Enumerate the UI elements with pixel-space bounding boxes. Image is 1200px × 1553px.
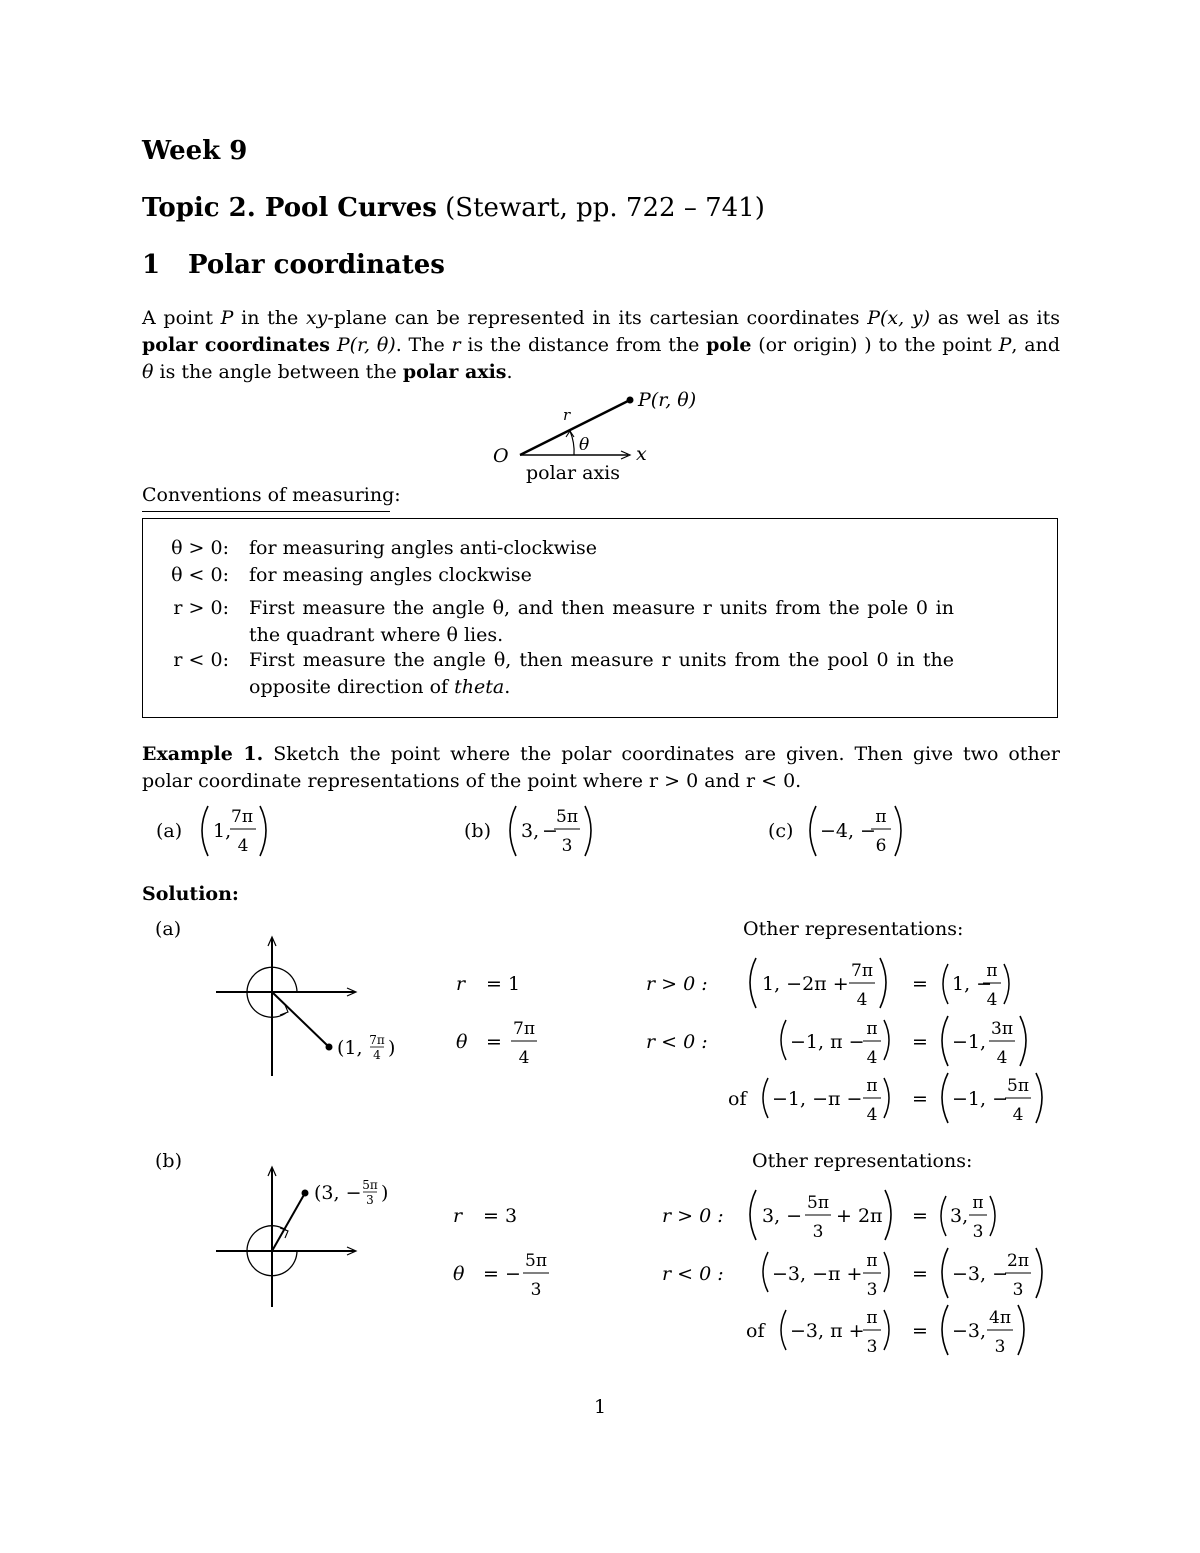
example-statement: Example 1. Sketch the point where the polar coordinates are given. Then give two other polar coordinate representations of the point where r > 0 and r < 0. [142,743,1061,792]
svg-text:3: 3 [530,1280,542,1300]
svg-text:π: π [866,1308,878,1328]
svg-text:7π: 7π [231,807,253,827]
svg-text:3: 3 [366,1193,374,1207]
point-dot [627,397,634,404]
svg-text:): ) [388,1037,396,1059]
svg-text:−1,: −1, [952,1031,987,1053]
svg-text:π: π [986,961,998,981]
week-heading: Week 9 [142,136,248,166]
svg-text:3π: 3π [991,1019,1013,1039]
example-item-c [768,806,901,856]
convention-description: First measure the angle θ, then measure r units from the pool 0 in the opposite direction of theta. [249,649,954,698]
example-item-a [156,806,266,856]
convention-description: for measing angles clockwise [249,564,532,586]
svg-text:=: = [486,1031,502,1053]
svg-text:π: π [866,1019,878,1039]
svg-text:= 1: = 1 [486,973,521,995]
svg-text:of: of [746,1320,765,1342]
svg-text:1,: 1, [213,820,232,842]
svg-text:5π: 5π [525,1251,547,1271]
svg-text:θ: θ [456,1031,468,1053]
svg-text:r > 0 :: r > 0 : [662,1205,724,1227]
svg-text:3: 3 [1012,1280,1024,1300]
solution-a-other-title: Other representations: [743,918,964,940]
convention-condition: r < 0: [173,649,229,671]
example-items [150,798,910,864]
svg-text:r: r [453,1205,463,1227]
svg-text:−: − [860,820,876,842]
svg-text:π: π [875,807,887,827]
svg-text:4: 4 [996,1048,1008,1068]
solution-a-sketch [210,935,410,1080]
svg-text:7π: 7π [851,961,873,981]
conventions-title: Conventions of measuring: [142,484,401,506]
solution-a-label: (a) [155,918,182,940]
svg-text:7π: 7π [369,1033,385,1047]
intro-paragraph: A point P in the xy-plane can be represented in its cartesian coordinates P(x, y) as wel as its polar coordinates P(r, θ). The r is the distance from the pole (or origin) ) to the point P, and θ is the angle between the polar axis. [142,307,1060,383]
convention-description: for measuring angles anti-clockwise [249,537,597,559]
radius-line [520,400,630,455]
example-item-b [464,806,591,856]
radius-line [272,992,329,1047]
svg-text:(b): (b) [464,820,491,842]
svg-text:= 3: = 3 [483,1205,518,1227]
svg-text:=: = [912,1263,928,1285]
svg-text:3,: 3, [950,1205,969,1227]
svg-text:(c): (c) [768,820,794,842]
svg-text:r < 0 :: r < 0 : [646,1031,708,1053]
svg-text:5π: 5π [807,1193,829,1213]
svg-text:1, −: 1, − [952,973,993,995]
solution-b-other-title: Other representations: [752,1150,973,1172]
svg-text:4: 4 [866,1105,878,1125]
svg-text:4: 4 [237,836,249,856]
point-label: (3, − [314,1182,362,1204]
example-label: Example 1. [142,743,264,765]
solution-b-sketch [210,1165,410,1310]
svg-text:= −: = − [483,1263,521,1285]
section-number: 1 [142,250,161,280]
svg-text:5π: 5π [1007,1076,1029,1096]
svg-text:π: π [866,1251,878,1271]
svg-text:−1, π −: −1, π − [790,1031,865,1053]
svg-text:3: 3 [972,1222,984,1242]
svg-text:4: 4 [856,990,868,1010]
origin-label: O [493,445,509,467]
svg-text:(a): (a) [156,820,183,842]
svg-text:π: π [866,1076,878,1096]
svg-text:3: 3 [561,836,573,856]
svg-text:−1, −π −: −1, −π − [772,1088,863,1110]
svg-text:1, −2π +: 1, −2π + [762,973,849,995]
svg-text:=: = [912,1320,928,1342]
svg-text:=: = [912,1088,928,1110]
svg-text:): ) [381,1182,389,1204]
svg-text:=: = [912,973,928,995]
svg-text:4π: 4π [989,1308,1011,1328]
solution-a-representations [640,950,1060,1130]
solution-b-label: (b) [155,1150,182,1172]
svg-text:of: of [728,1088,747,1110]
svg-text:π: π [972,1193,984,1213]
topic-title: Topic 2. Pool Curves [142,193,437,223]
conventions-underline [142,511,390,512]
solution-a-values [450,950,550,1080]
svg-text:−1, −: −1, − [952,1088,1009,1110]
svg-text:−4,: −4, [820,820,855,842]
polar-axis-label: polar axis [526,462,620,484]
radius-line [272,1193,305,1251]
svg-text:−3, −π +: −3, −π + [772,1263,863,1285]
svg-text:−3, −: −3, − [952,1263,1009,1285]
svg-text:3: 3 [866,1337,878,1357]
svg-text:6: 6 [875,836,887,856]
section-heading [142,250,445,280]
point-label: P(r, θ) [638,389,697,411]
topic-heading [142,193,765,223]
svg-text:=: = [912,1205,928,1227]
r-label: r [563,406,571,424]
convention-condition: θ < 0: [171,564,229,586]
theta-label: θ [579,435,590,455]
svg-text:=: = [912,1031,928,1053]
svg-text:−: − [542,820,558,842]
svg-text:r > 0 :: r > 0 : [646,973,708,995]
svg-text:5π: 5π [556,807,578,827]
svg-text:2π: 2π [1007,1251,1029,1271]
svg-text:θ: θ [453,1263,465,1285]
polar-figure [480,385,720,485]
solution-title: Solution: [142,883,239,905]
solution-b-representations [640,1182,1060,1362]
svg-text:4: 4 [373,1048,381,1062]
point-dot [326,1044,333,1051]
svg-text:3: 3 [866,1280,878,1300]
x-label: x [636,443,647,465]
svg-text:r < 0 :: r < 0 : [662,1263,724,1285]
conventions-box [142,518,1058,718]
svg-text:3,: 3, [521,820,540,842]
point-dot [302,1190,309,1197]
svg-text:−3, π +: −3, π + [790,1320,865,1342]
svg-text:3: 3 [994,1337,1006,1357]
svg-text:4: 4 [986,990,998,1010]
point-label: (1, [337,1037,363,1059]
solution-b-values [450,1182,560,1312]
svg-text:3: 3 [812,1222,824,1242]
svg-text:4: 4 [518,1048,530,1068]
svg-text:4: 4 [866,1048,878,1068]
convention-condition: r > 0: [173,597,229,619]
convention-condition: θ > 0: [171,537,229,559]
svg-text:−3,: −3, [952,1320,987,1342]
svg-text:7π: 7π [513,1019,535,1039]
section-title: Polar coordinates [188,250,445,280]
convention-description: First measure the angle θ, and then measure r units from the pole 0 in the quadrant where θ lies. [249,597,954,646]
svg-text:r: r [456,973,466,995]
svg-text:3, −: 3, − [762,1205,803,1227]
topic-reference: (Stewart, pp. 722 – 741) [436,193,765,223]
svg-text:5π: 5π [362,1178,378,1192]
svg-text:4: 4 [1012,1105,1024,1125]
page-number: 1 [594,1396,607,1418]
svg-text:+ 2π: + 2π [836,1205,883,1227]
